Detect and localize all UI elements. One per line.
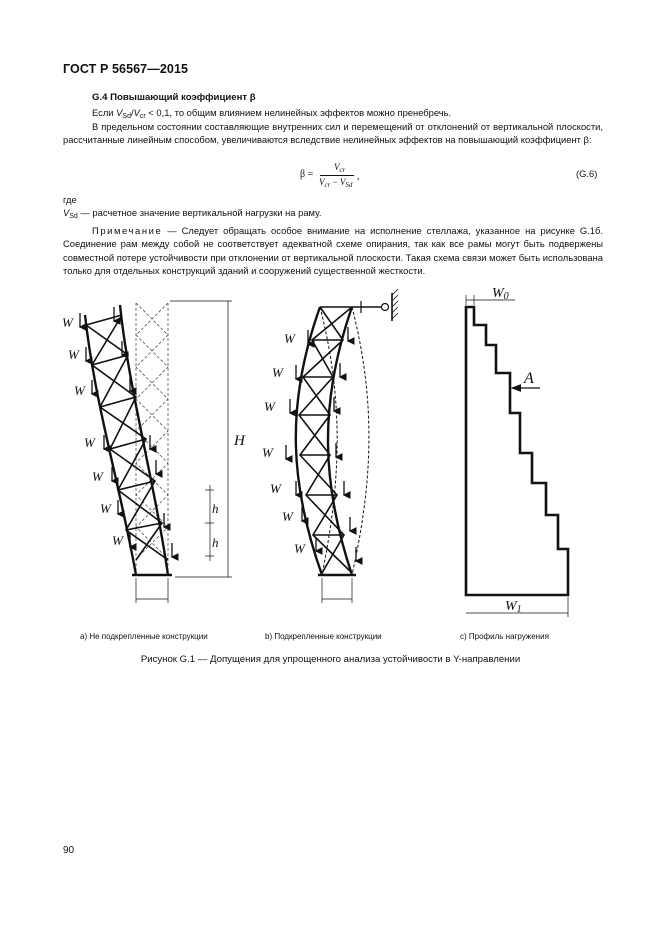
svg-text:W: W [262,445,273,460]
note-paragraph [63,224,603,278]
symbol-v-sd-sub: Sd [122,113,131,120]
note-label: Примечание [92,225,163,236]
equation-g6 [290,160,410,196]
label-h-lower: h [212,535,219,550]
label-A: A [524,370,534,387]
caption-c: с) Профиль нагружения [460,632,549,641]
paragraph-limit-state: В предельном состоянии составляющие внутренних сил и перемещений от отклонений от вертикальной плоскости, рассчитанные линейным способом, увеличиваются вследствие нелинейных эффектов на повышающий коэффициент β: [63,121,603,146]
svg-text:W: W [270,481,281,496]
svg-text:W: W [84,435,95,450]
caption-a: а) Не подкрепленные конструкции [80,632,208,641]
load-profile [466,295,568,617]
where-label: где [63,194,77,205]
load-labels-b [262,331,306,556]
label-w0: W0 [492,286,509,302]
page-number: 90 [63,845,75,856]
svg-text:W: W [272,365,283,380]
svg-text:W: W [282,509,293,524]
text-suffix: < 0,1, то общим влиянием нелинейных эффектов можно пренебречь. [145,107,452,118]
equation-numerator: $V_{cr}$ [334,162,346,174]
symbol-v-sd: V [116,107,123,118]
slash: / [130,107,134,118]
label-w1: W1 [505,599,522,615]
figure-g1 [0,285,661,625]
svg-text:W: W [284,331,295,346]
note-text: — Следует обращать особое внимание на исполнение стеллажа, указанное на рисунке G.1б. Соединение рам между собой не соответствует адекватной схеме опирания, так как все рамы могут быть подвержены совместной потере устойчивости при отклонении от вертикальной плоскости. Такая схема связи может быть использована только для отдельных конструкций зданий и сооружений существенной жесткости. [63,225,603,277]
svg-text:W: W [74,383,85,398]
svg-text:W: W [264,399,275,414]
document-header: ГОСТ Р 56567—2015 [63,62,189,76]
frame-braced [296,289,398,603]
svg-text:W: W [294,541,305,556]
svg-text:W: W [112,533,123,548]
fraction-bar [320,175,354,176]
svg-text:W: W [92,469,103,484]
caption-b: b) Подкрепленные конструкции [265,632,382,641]
label-h-upper: h [212,501,219,516]
section-title: G.4 Повышающий коэффициент β [92,92,256,103]
equation-denominator: $V_{cr} - V_{Sd}$ [319,177,353,189]
load-profile-labels [492,286,534,615]
symbol-v-cr: V [133,107,140,118]
frame-unbraced [85,301,232,603]
equation-trail: , [357,171,360,182]
text-prefix: Если [92,107,117,118]
svg-text:W: W [68,347,79,362]
figure-caption: Рисунок G.1 — Допущения для упрощенного анализа устойчивости в Y-направлении [140,654,521,665]
symbol-v-cr-sub: cr [139,113,146,120]
label-H: H [234,433,245,449]
definition-v-sd: $V_{Sd}$ — расчетное значение вертикальной нагрузки на раму. [63,207,322,220]
svg-text:W: W [62,315,73,330]
svg-text:W: W [100,501,111,516]
equation-lhs: β = [300,169,314,180]
equation-number: (G.6) [576,168,598,179]
